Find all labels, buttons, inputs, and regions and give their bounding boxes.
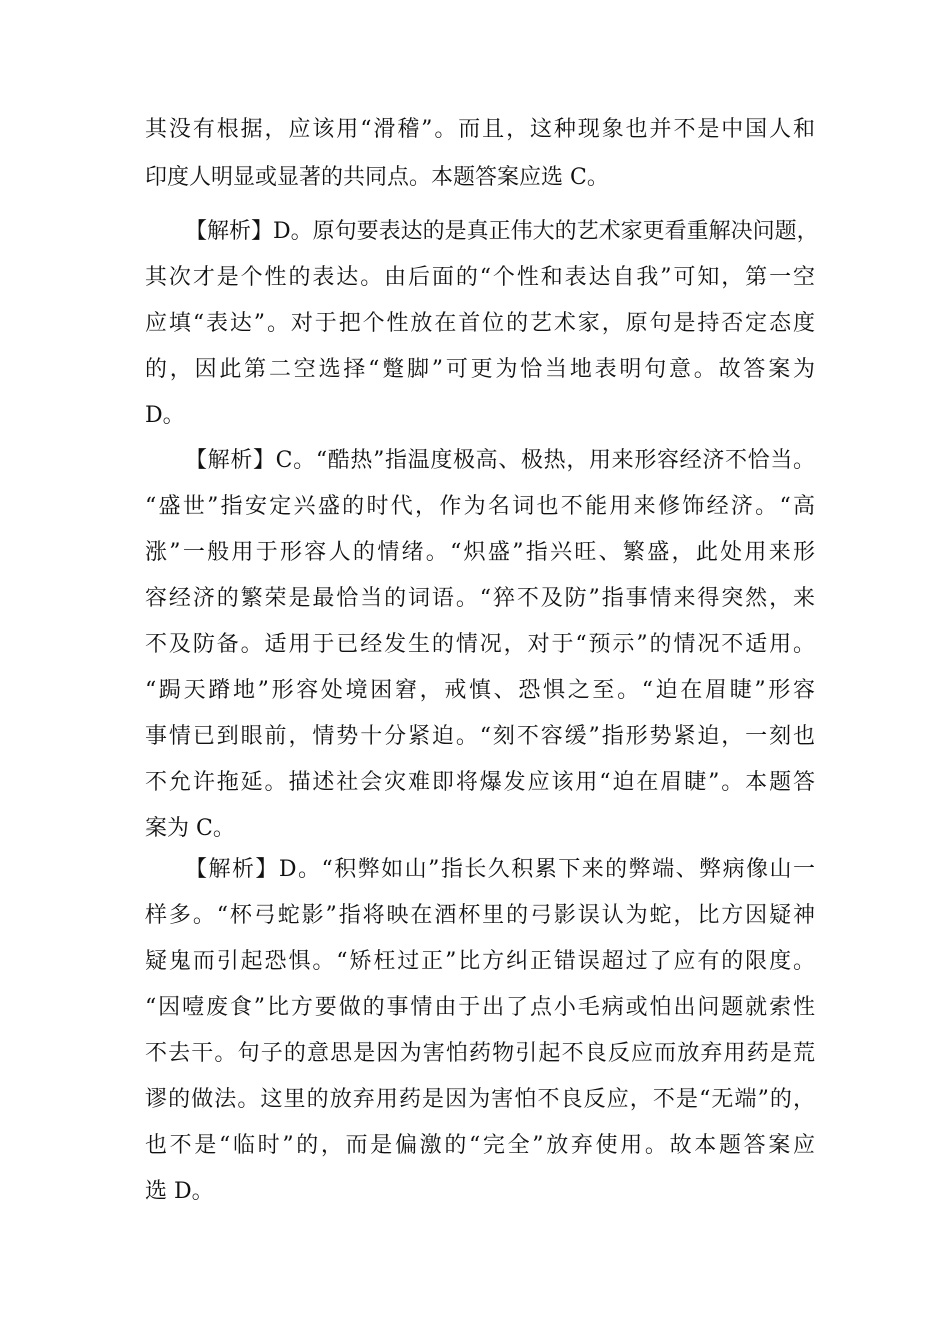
text-line: 不允许拖延。描述社会灾难即将爆发应该用“迫在眉睫”。本题答	[145, 770, 815, 795]
text-line: 谬的做法。这里的放弃用药是因为害怕不良反应，不是“无端”的，	[145, 1087, 815, 1112]
text-line: 涨”一般用于形容人的情绪。“炽盛”指兴旺、繁盛，此处用来形	[145, 540, 815, 565]
text-line: 样多。“杯弓蛇影”指将映在酒杯里的弓影误认为蛇，比方因疑神	[145, 903, 815, 928]
text-line: 其没有根据，应该用“滑稽”。而且，这种现象也并不是中国人和	[145, 117, 815, 142]
text-line: 【解析】C。“酷热”指温度极高、极热，用来形容经济不恰当。	[185, 448, 815, 473]
text-line: “盛世”指安定兴盛的时代，作为名词也不能用来修饰经济。“高	[145, 494, 815, 519]
text-line: D。	[145, 403, 185, 428]
text-line: 不去干。句子的意思是因为害怕药物引起不良反应而放弃用药是荒	[145, 1041, 815, 1066]
text-line: “跼天蹐地”形容处境困窘，戒慎、恐惧之至。“迫在眉睫”形容	[145, 678, 815, 703]
text-line: 印度人明显或显著的共同点。本题答案应选 C。	[145, 165, 609, 190]
text-line: 【解析】D。“积弊如山”指长久积累下来的弊端、弊病像山一	[185, 857, 815, 882]
text-line: 应填“表达”。对于把个性放在首位的艺术家，原句是持否定态度	[145, 311, 815, 336]
text-line: 疑鬼而引起恐惧。“矫枉过正”比方纠正错误超过了应有的限度。	[145, 949, 815, 974]
text-line: “因噎废食”比方要做的事情由于出了点小毛病或怕出问题就索性	[145, 995, 815, 1020]
text-line: 也不是“临时”的，而是偏激的“完全”放弃使用。故本题答案应	[145, 1133, 815, 1158]
text-line: 选 D。	[145, 1179, 214, 1204]
text-line: 不及防备。适用于已经发生的情况，对于“预示”的情况不适用。	[145, 632, 815, 657]
text-line: 事情已到眼前，情势十分紧迫。“刻不容缓”指形势紧迫，一刻也	[145, 724, 815, 749]
text-line: 案为 C。	[145, 816, 235, 841]
text-line: 容经济的繁荣是最恰当的词语。“猝不及防”指事情来得突然，来	[145, 586, 815, 611]
text-line: 其次才是个性的表达。由后面的“个性和表达自我”可知，第一空	[145, 265, 815, 290]
text-line: 的，因此第二空选择“蹩脚”可更为恰当地表明句意。故答案为	[145, 357, 815, 382]
text-line: 【解析】D。原句要表达的是真正伟大的艺术家更看重解决问题，	[185, 219, 819, 244]
